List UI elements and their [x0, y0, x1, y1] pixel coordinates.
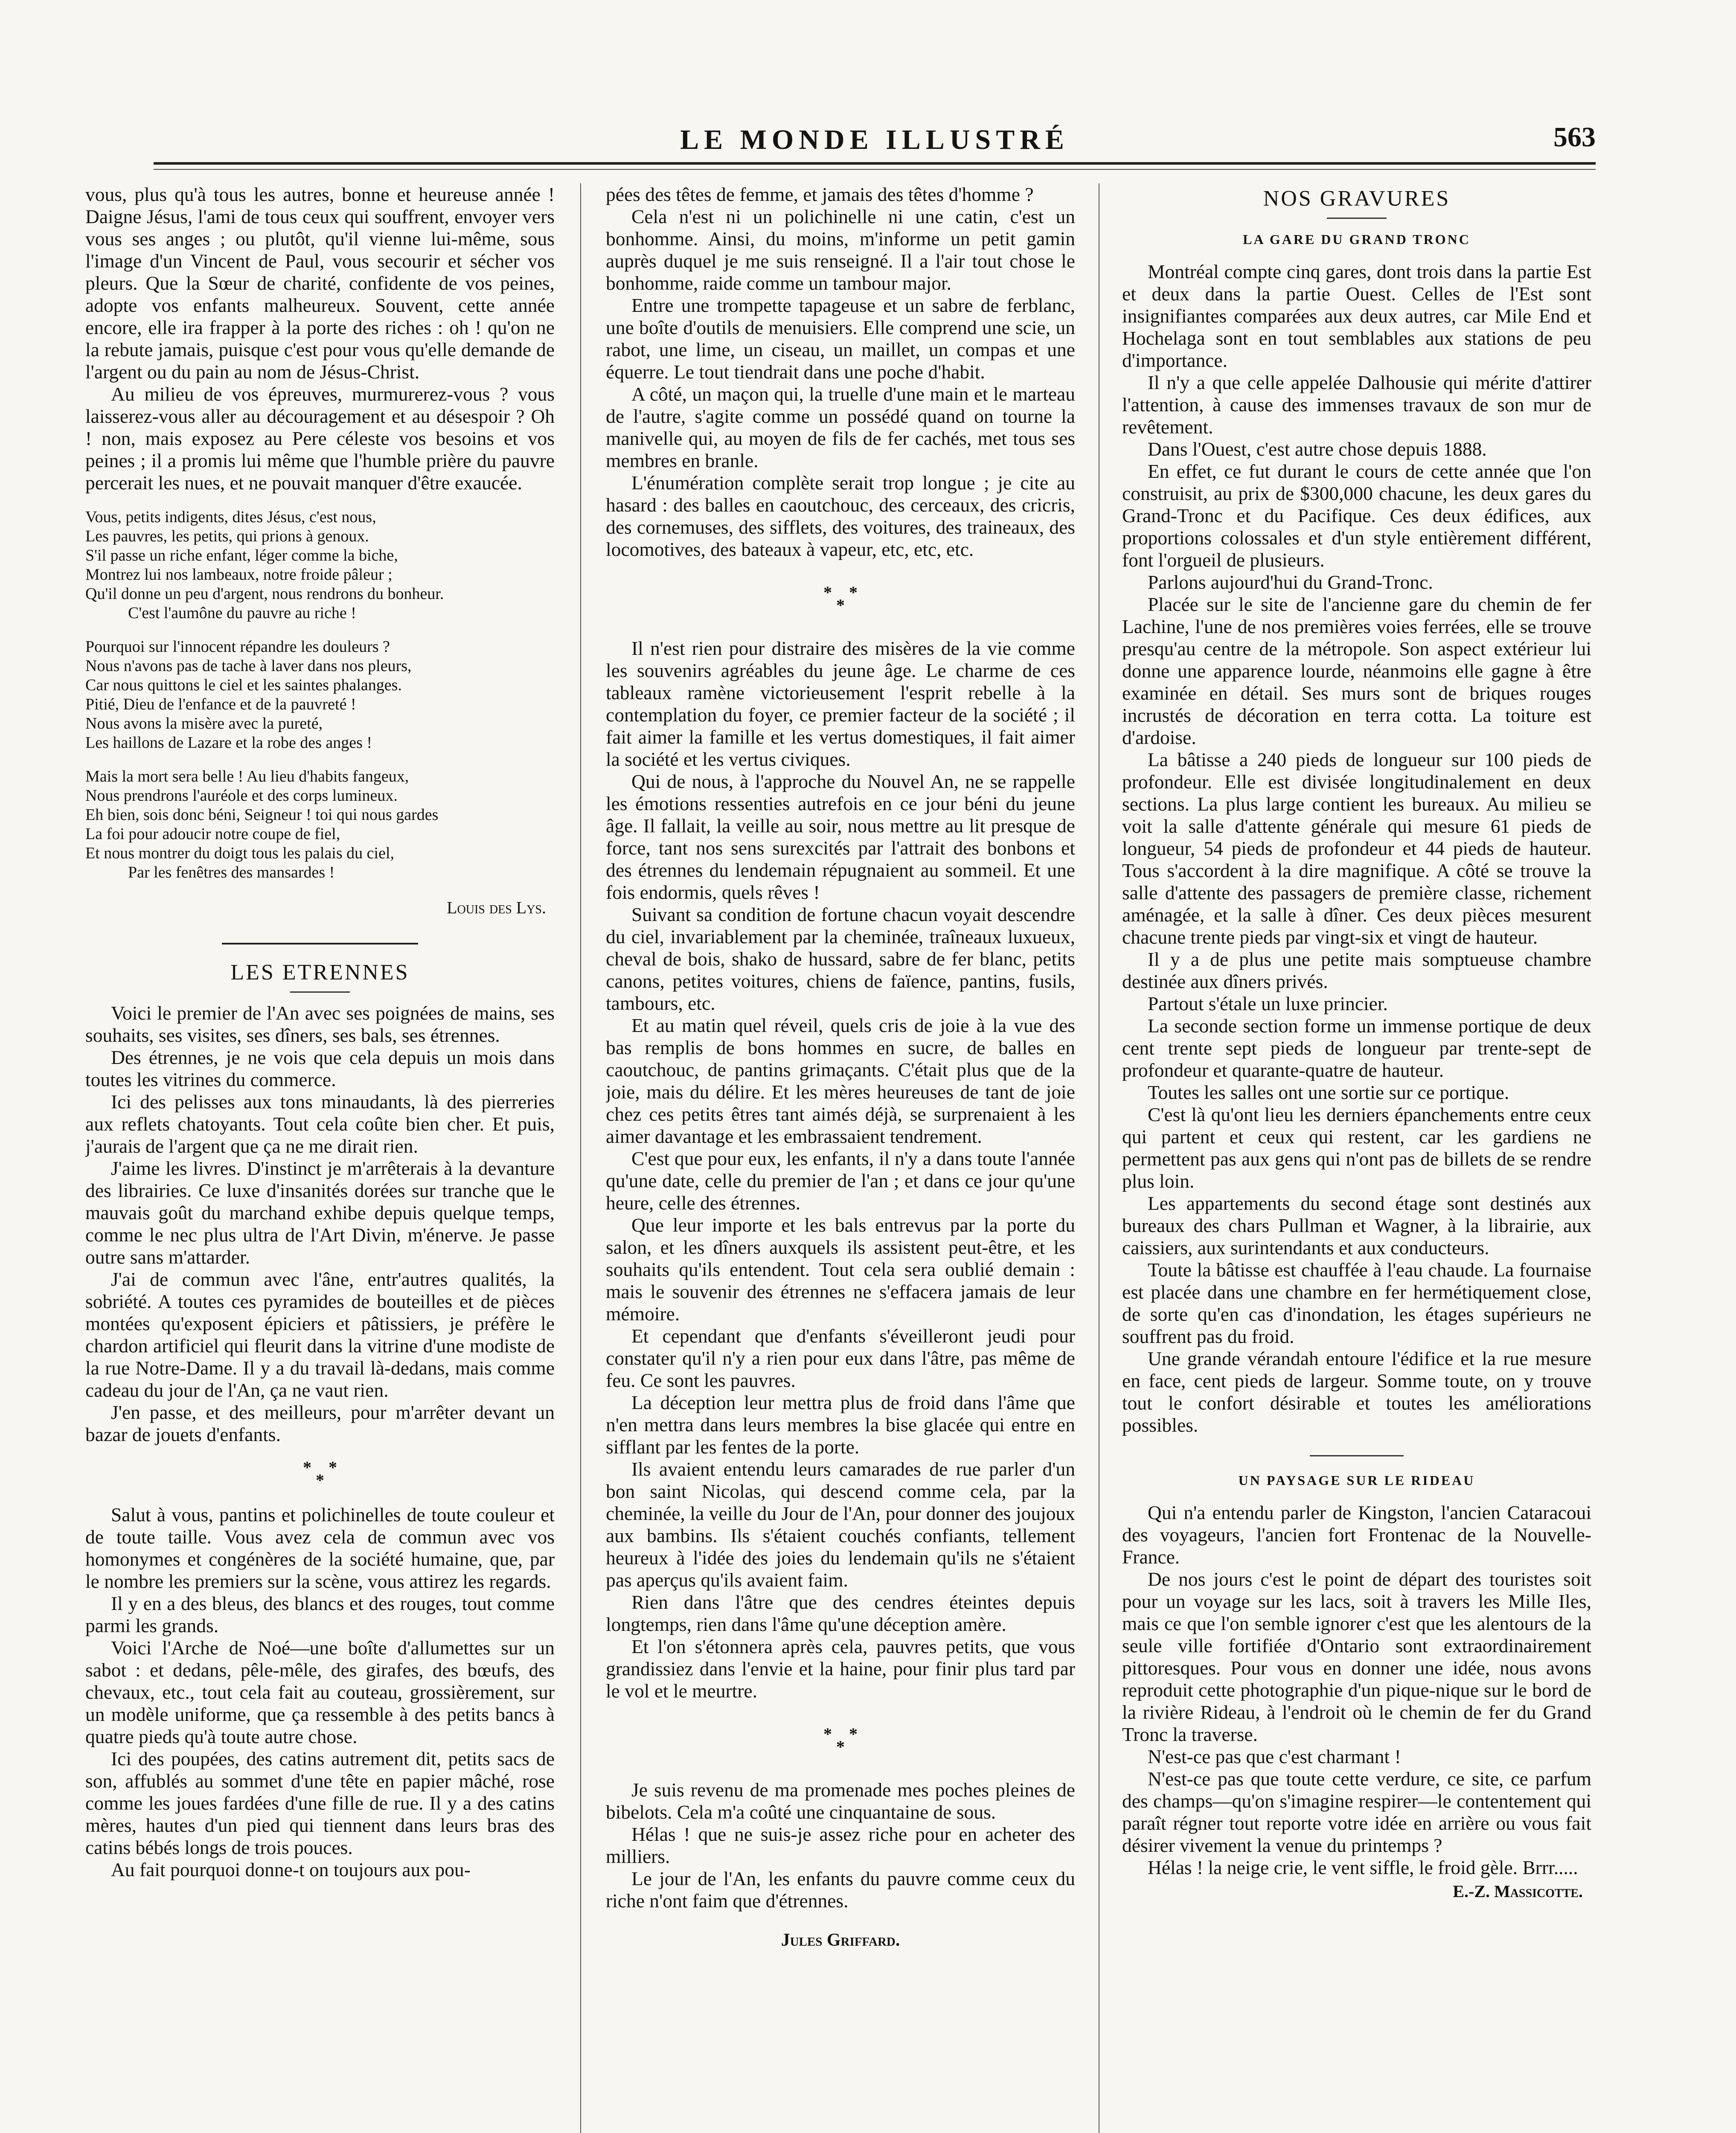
paragraph: Il n'est rien pour distraire des misères de la vie comme les souvenirs agréables du jeune âge. Le charme de ces tableaux ramène victorieusement l'esprit rebelle à la contemplation du foyer, ce premier facteur de la société ; il fait aimer la famille et les vertus domestiques, il fait aimer la société et les vertus civiques.	[606, 637, 1075, 770]
article-title: LES ETRENNES	[230, 960, 410, 985]
poem-line: Pitié, Dieu de l'enfance et de la pauvreté !	[85, 695, 356, 713]
poem-line: Et nous montrer du doigt tous les palais du ciel,	[85, 844, 395, 862]
title-rule	[290, 991, 350, 993]
article-signature: Jules Griffard.	[781, 1930, 900, 1950]
column-3	[1122, 183, 1591, 2133]
poem-line: Nous prendrons l'auréole et des corps lumineux.	[85, 787, 398, 805]
paragraph: Voici l'Arche de Noé—une boîte d'allumettes sur un sabot : et dedans, pêle-mêle, des girafes, des bœufs, des chevaux, etc., tout cela fait au couteau, grossièrement, sur un modèle uniforme, que ça ressemble à des petits bancs à quatre pieds qu'à toute autre chose.	[85, 1637, 555, 1747]
paragraph: Partout s'étale un luxe princier.	[1148, 993, 1388, 1014]
paragraph: Suivant sa condition de fortune chacun voyait descendre du ciel, invariablement par la cheminée, traîneaux luxueux, cheval de bois, shako de hussard, sabre de fer blanc, petits canons, petites voitures, chiens de faïence, pantins, fusils, tambours, etc.	[606, 904, 1075, 1014]
paragraph: Toute la bâtisse est chauffée à l'eau chaude. La fournaise est placée dans une chambre en fer hermétiquement close, de sorte qu'en cas d'inondation, les étages supérieurs ne souffrent pas du froid.	[1122, 1259, 1591, 1347]
asterism: * * *	[303, 1458, 337, 1490]
paragraph: Qui de nous, à l'approche du Nouvel An, ne se rappelle les émotions ressenties autrefois en ce jour béni du jeune âge. Il fallait, la veille au soir, nous mettre au lit presque de force, tant nos sens surexcités par l'attrait des bonbons et des étrennes du lendemain répugnaient au sommeil. Et une fois endormis, quels rêves !	[606, 770, 1075, 903]
paragraph: Il y en a des bleus, des blancs et des rouges, tout comme parmi les grands.	[85, 1592, 555, 1636]
poem-line: Car nous quittons le ciel et les saintes phalanges.	[85, 676, 402, 694]
poem-stanza	[85, 767, 555, 882]
paragraph: Rien dans l'âtre que des cendres éteintes depuis longtemps, rien dans l'âme qu'une déception amère.	[606, 1591, 1075, 1635]
paragraph: Ici des pelisses aux tons minaudants, là des pierreries aux reflets chatoyants. Tout cela coûte bien cher. Et puis, j'aurais de l'argent que ça ne me dirait rien.	[85, 1091, 555, 1157]
paragraph: Ici des poupées, des catins autrement dit, petits sacs de son, affublés au sommet d'une tête en papier mâché, rose comme les joues fardées d'une fille de rue. Il y a des catins mères, hautes d'un pied qui tiennent dans leurs bras des catins bébés longs de trois pouces.	[85, 1748, 555, 1858]
paragraph: Toutes les salles ont une sortie sur ce portique.	[1148, 1081, 1509, 1103]
article-subtitle: LA GARE DU GRAND TRONC	[1243, 232, 1471, 247]
paragraph: Cela n'est ni un polichinelle ni une catin, c'est un bonhomme. Ainsi, du moins, m'informe un petit gamin auprès duquel je me suis renseigné. Il a l'air tout chose le bonhomme, raide comme un tambour major.	[606, 206, 1075, 294]
paragraph: Parlons aujourd'hui du Grand-Tronc.	[1148, 571, 1433, 593]
poem-line: Nous avons la misère avec la pureté,	[85, 715, 323, 732]
article-subtitle: UN PAYSAGE SUR LE RIDEAU	[1238, 1473, 1475, 1488]
paragraph: Je suis revenu de ma promenade mes poches pleines de bibelots. Cela m'a coûté une cinquantaine de sous.	[606, 1779, 1075, 1823]
paragraph: J'ai de commun avec l'âne, entr'autres qualités, la sobriété. A toutes ces pyramides de bouteilles et de pièces montées qu'exposent épiciers et pâtissiers, je préfère le chardon artificiel qui fleurit dans la vitrine d'une modiste de la rue Notre-Dame. Il y a du travail là-dedans, mais comme cadeau du jour de l'An, ça ne vaut rien.	[85, 1268, 555, 1401]
asterism: * * *	[823, 1724, 858, 1756]
asterism: * * *	[823, 583, 858, 615]
poem-line: La foi pour adoucir notre coupe de fiel,	[85, 825, 340, 843]
title-rule	[1327, 218, 1387, 219]
poem-line: Qu'il donne un peu d'argent, nous rendrons du bonheur.	[85, 585, 444, 603]
paragraph: Il y a de plus une petite mais somptueuse chambre destinée aux dîners privés.	[1122, 948, 1591, 992]
column-divider	[580, 183, 581, 2133]
paragraph: Une grande vérandah entoure l'édifice et la rue mesure en face, cent pieds de largeur. Somme toute, on y trouve tout le confort désirable et toutes les améliorations possibles.	[1122, 1348, 1591, 1436]
poem-line: Par les fenêtres des mansardes !	[128, 863, 335, 881]
paragraph: En effet, ce fut durant le cours de cette année que l'on construisit, au prix de $300,000 chacune, les deux gares du Grand-Tronc et du Pacifique. Ces deux édifices, aux proportions colossales et d'un style entièrement différent, font l'orgueil de plusieurs.	[1122, 460, 1591, 571]
paragraph: J'en passe, et des meilleurs, pour m'arrêter devant un bazar de jouets d'enfants.	[85, 1401, 555, 1445]
poem-stanza	[85, 508, 555, 623]
page-header	[154, 124, 1596, 162]
paragraph: Le jour de l'An, les enfants du pauvre comme ceux du riche n'ont faim que d'étrennes.	[606, 1868, 1075, 1912]
paragraph: N'est-ce pas que c'est charmant !	[1148, 1746, 1401, 1767]
paragraph: De nos jours c'est le point de départ des touristes soit pour un voyage sur les lacs, soit à travers les Mille Iles, mais ce que l'on semble ignorer c'est que les alentours de la seule ville fortifiée d'Ontario sont extraordinairement pittoresques. Pour vous en donner une idée, nous avons reproduit cette photographie d'un pique-nique sur le bord de la rivière Rideau, à l'endroit où le chemin de fer du Grand Tronc la traverse.	[1122, 1568, 1591, 1745]
paragraph: A côté, un maçon qui, la truelle d'une main et le marteau de l'autre, s'agite comme un possédé quand on tourne la manivelle qui, au moyen de fils de fer cachés, met tous ses membres en branle.	[606, 383, 1075, 471]
paragraph: C'est là qu'ont lieu les derniers épanchements entre ceux qui partent et ceux qui restent, car les gardiens ne permettent pas aux gens qui n'ont pas de billets de se rendre plus loin.	[1122, 1104, 1591, 1192]
poem-line: Nous n'avons pas de tache à laver dans nos pleurs,	[85, 657, 412, 675]
poem-line: Les haillons de Lazare et la robe des anges !	[85, 734, 372, 752]
poem-line: S'il passe un riche enfant, léger comme la biche,	[85, 546, 398, 564]
paragraph: N'est-ce pas que toute cette verdure, ce site, ce parfum des champs—qu'on s'imagine respirer—le contentement qui paraît régner tout reporte votre idée en arrière ou vous fait désirer vivement la venue du printemps ?	[1122, 1768, 1591, 1856]
poem-line: Pourquoi sur l'innocent répandre les douleurs ?	[85, 638, 390, 656]
paragraph: vous, plus qu'à tous les autres, bonne et heureuse année ! Daigne Jésus, l'ami de tous ceux qui souffrent, envoyer vers vous ses anges ; ou plutôt, qu'il vienne lui-même, sous l'image d'un Vincent de Paul, vous secourir et sécher vos pleurs. Que la Sœur de charité, confidente de vos peines, adopte vos enfants malheureux. Souvent, cette année encore, elle ira frapper à la porte des riches : oh ! qu'on ne la rebute jamais, puisque c'est pour vous qu'elle demande de l'argent ou du pain au nom de Jésus-Christ.	[85, 183, 555, 383]
poem-stanza	[85, 637, 555, 753]
poem-line: C'est l'aumône du pauvre au riche !	[128, 604, 356, 622]
paragraph: Au milieu de vos épreuves, murmurerez-vous ? vous laisserez-vous aller au découragement et au désespoir ? Oh ! non, mais exposez au Pere céleste vos besoins et vos peines ; il a promis lui même que l'humble prière du pauvre percerait les nues, et ne pouvait manquer d'être exaucée.	[85, 383, 555, 494]
paragraph: Que leur importe et les bals entrevus par la porte du salon, et les dîners auxquels ils assistent peut-être, et les souhaits qu'ils entendent. Tout cela sera oublié demain : mais le souvenir des étrennes ne s'effacera jamais de leur mémoire.	[606, 1214, 1075, 1325]
column-2	[606, 183, 1075, 2133]
section-divider	[222, 943, 418, 944]
article-signature: E.-Z. Massicotte.	[1453, 1882, 1583, 1901]
poem-line: Les pauvres, les petits, qui prions à genoux.	[85, 527, 369, 545]
poem-line: Vous, petits indigents, dites Jésus, c'est nous,	[85, 508, 376, 526]
paragraph: Salut à vous, pantins et polichinelles de toute couleur et de toute taille. Vous avez cela de commun avec vos homonymes et congénères de la société humaine, que, par le nombre les premiers sur la scène, vous attirez les regards.	[85, 1504, 555, 1592]
paragraph: C'est que pour eux, les enfants, il n'y a dans toute l'année qu'une date, celle du premier de l'an ; et dans ce jour qu'une heure, celle des étrennes.	[606, 1148, 1075, 1214]
paragraph: Des étrennes, je ne vois que cela depuis un mois dans toutes les vitrines du commerce.	[85, 1046, 555, 1090]
paragraph: Placée sur le site de l'ancienne gare du chemin de fer Lachine, l'une de nos premières voies ferrées, elle se trouve presqu'au centre de la métropole. Son aspect extérieur lui donne une apparence lourde, néanmoins elle gagne à être examinée en détail. Ses murs sont de briques rouges incrustés de décoration en terra cotta. La toiture est d'ardoise.	[1122, 593, 1591, 748]
page-number: 563	[1553, 122, 1596, 153]
paragraph: Il n'y a que celle appelée Dalhousie qui mérite d'attirer l'attention, à cause des immenses travaux de son mur de revêtement.	[1122, 372, 1591, 438]
paragraph: Ils avaient entendu leurs camarades de rue parler d'un bon saint Nicolas, qui descend comme cela, par la cheminée, la veille du Jour de l'An, pour donner des joujoux aux bambins. Ils s'étaient couchés confiants, tellement heureux à l'idée des joies du lendemain qu'ils ne s'étaient pas aperçus qu'ils avaient faim.	[606, 1458, 1075, 1591]
paragraph: Voici le premier de l'An avec ses poignées de mains, ses souhaits, ses visites, ses dîners, ses bals, ses étrennes.	[85, 1002, 555, 1046]
paragraph: Les appartements du second étage sont destinés aux bureaux des chars Pullman et Wagner, à la librairie, aux caissiers, aux surintendants et aux conducteurs.	[1122, 1192, 1591, 1258]
paragraph: L'énumération complète serait trop longue ; je cite au hasard : des balles en caoutchouc, des cerceaux, des cricris, des cornemuses, des sifflets, des voitures, des traineaux, des locomotives, des bateaux à vapeur, etc, etc, etc.	[606, 472, 1075, 560]
poem	[85, 508, 555, 882]
paragraph: La bâtisse a 240 pieds de longueur sur 100 pieds de profondeur. Elle est divisée longitudinalement en deux sections. La plus large contient les bureaux. Au milieu se voit la salle d'attente générale qui mesure 61 pieds de longueur, 54 pieds de profondeur et 44 pieds de hauteur. Tous s'accordent à la dire magnifique. A côté se trouve la salle d'attente des passagers de première classe, richement aménagée, et la salle à dîner. Ces deux pièces mesurent chacune trente pieds par vingt-six et vingt de hauteur.	[1122, 749, 1591, 948]
paragraph: La déception leur mettra plus de froid dans l'âme que n'en mettra dans leurs membres la bise glacée qui entre en sifflant par les fentes de la porte.	[606, 1392, 1075, 1458]
section-divider	[1310, 1455, 1404, 1456]
poem-line: Eh bien, sois donc béni, Seigneur ! toi qui nous gardes	[85, 806, 439, 824]
poem-line: Mais la mort sera belle ! Au lieu d'habits fangeux,	[85, 767, 409, 785]
poem-line: Montrez lui nos lambeaux, notre froide pâleur ;	[85, 566, 393, 584]
journal-title: LE MONDE ILLUSTRÉ	[680, 124, 1069, 155]
section-title: NOS GRAVURES	[1263, 186, 1451, 211]
paragraph: Entre une trompette tapageuse et un sabre de ferblanc, une boîte d'outils de menuisiers. Elle comprend une scie, un rabot, une lime, un ciseau, un maillet, un compas et une équerre. Le tout tiendrait dans une poche d'habit.	[606, 294, 1075, 383]
paragraph: J'aime les livres. D'instinct je m'arrêterais à la devanture des librairies. Ce luxe d'insanités dorées sur tranche que le mauvais goût du marchand exhibe depuis quelque temps, comme le nec plus ultra de l'Art Divin, m'énerve. Je passe outre sans m'attarder.	[85, 1157, 555, 1268]
paragraph: Montréal compte cinq gares, dont trois dans la partie Est et deux dans la partie Ouest. Celles de l'Est sont insignifiantes comparées aux deux autres, car Mile End et Hochelaga sont en tout semblables aux stations de peu d'importance.	[1122, 261, 1591, 371]
paragraph: Qui n'a entendu parler de Kingston, l'ancien Cataracoui des voyageurs, l'ancien fort Frontenac de la Nouvelle-France.	[1122, 1502, 1591, 1568]
paragraph: Au fait pourquoi donne-t on toujours aux pou-	[111, 1859, 471, 1880]
paragraph: pées des têtes de femme, et jamais des têtes d'homme ?	[606, 183, 1034, 205]
paragraph: Et au matin quel réveil, quels cris de joie à la vue des bas remplis de bons hommes en sucre, de balles en caoutchouc, de pantins grimaçants. C'était plus que de la joie, mais du délire. Et les mères heureuses de tant de joie chez ces petits êtres tant aimés déjà, se surprenaient à les aimer davantage et les embrassaient tendrement.	[606, 1014, 1075, 1147]
column-1	[85, 183, 555, 2133]
poem-signature: Louis des Lys.	[447, 898, 546, 917]
paragraph: La seconde section forme un immense portique de deux cent trente sept pieds de longueur par trente-sept de profondeur et quarante-quatre de hauteur.	[1122, 1015, 1591, 1081]
paragraph: Et l'on s'étonnera après cela, pauvres petits, que vous grandissiez dans l'envie et la haine, pour finir plus tard par le vol et le meurtre.	[606, 1636, 1075, 1702]
paragraph: Dans l'Ouest, c'est autre chose depuis 1888.	[1148, 438, 1487, 460]
paragraph: Et cependant que d'enfants s'éveilleront jeudi pour constater qu'il n'y a rien pour eux dans l'âtre, pas même de feu. Ce sont les pauvres.	[606, 1325, 1075, 1391]
paragraph: Hélas ! que ne suis-je assez riche pour en acheter des milliers.	[606, 1823, 1075, 1867]
paragraph: Hélas ! la neige crie, le vent siffle, le froid gèle. Brrr.....	[1148, 1857, 1578, 1878]
header-rule	[154, 162, 1596, 170]
